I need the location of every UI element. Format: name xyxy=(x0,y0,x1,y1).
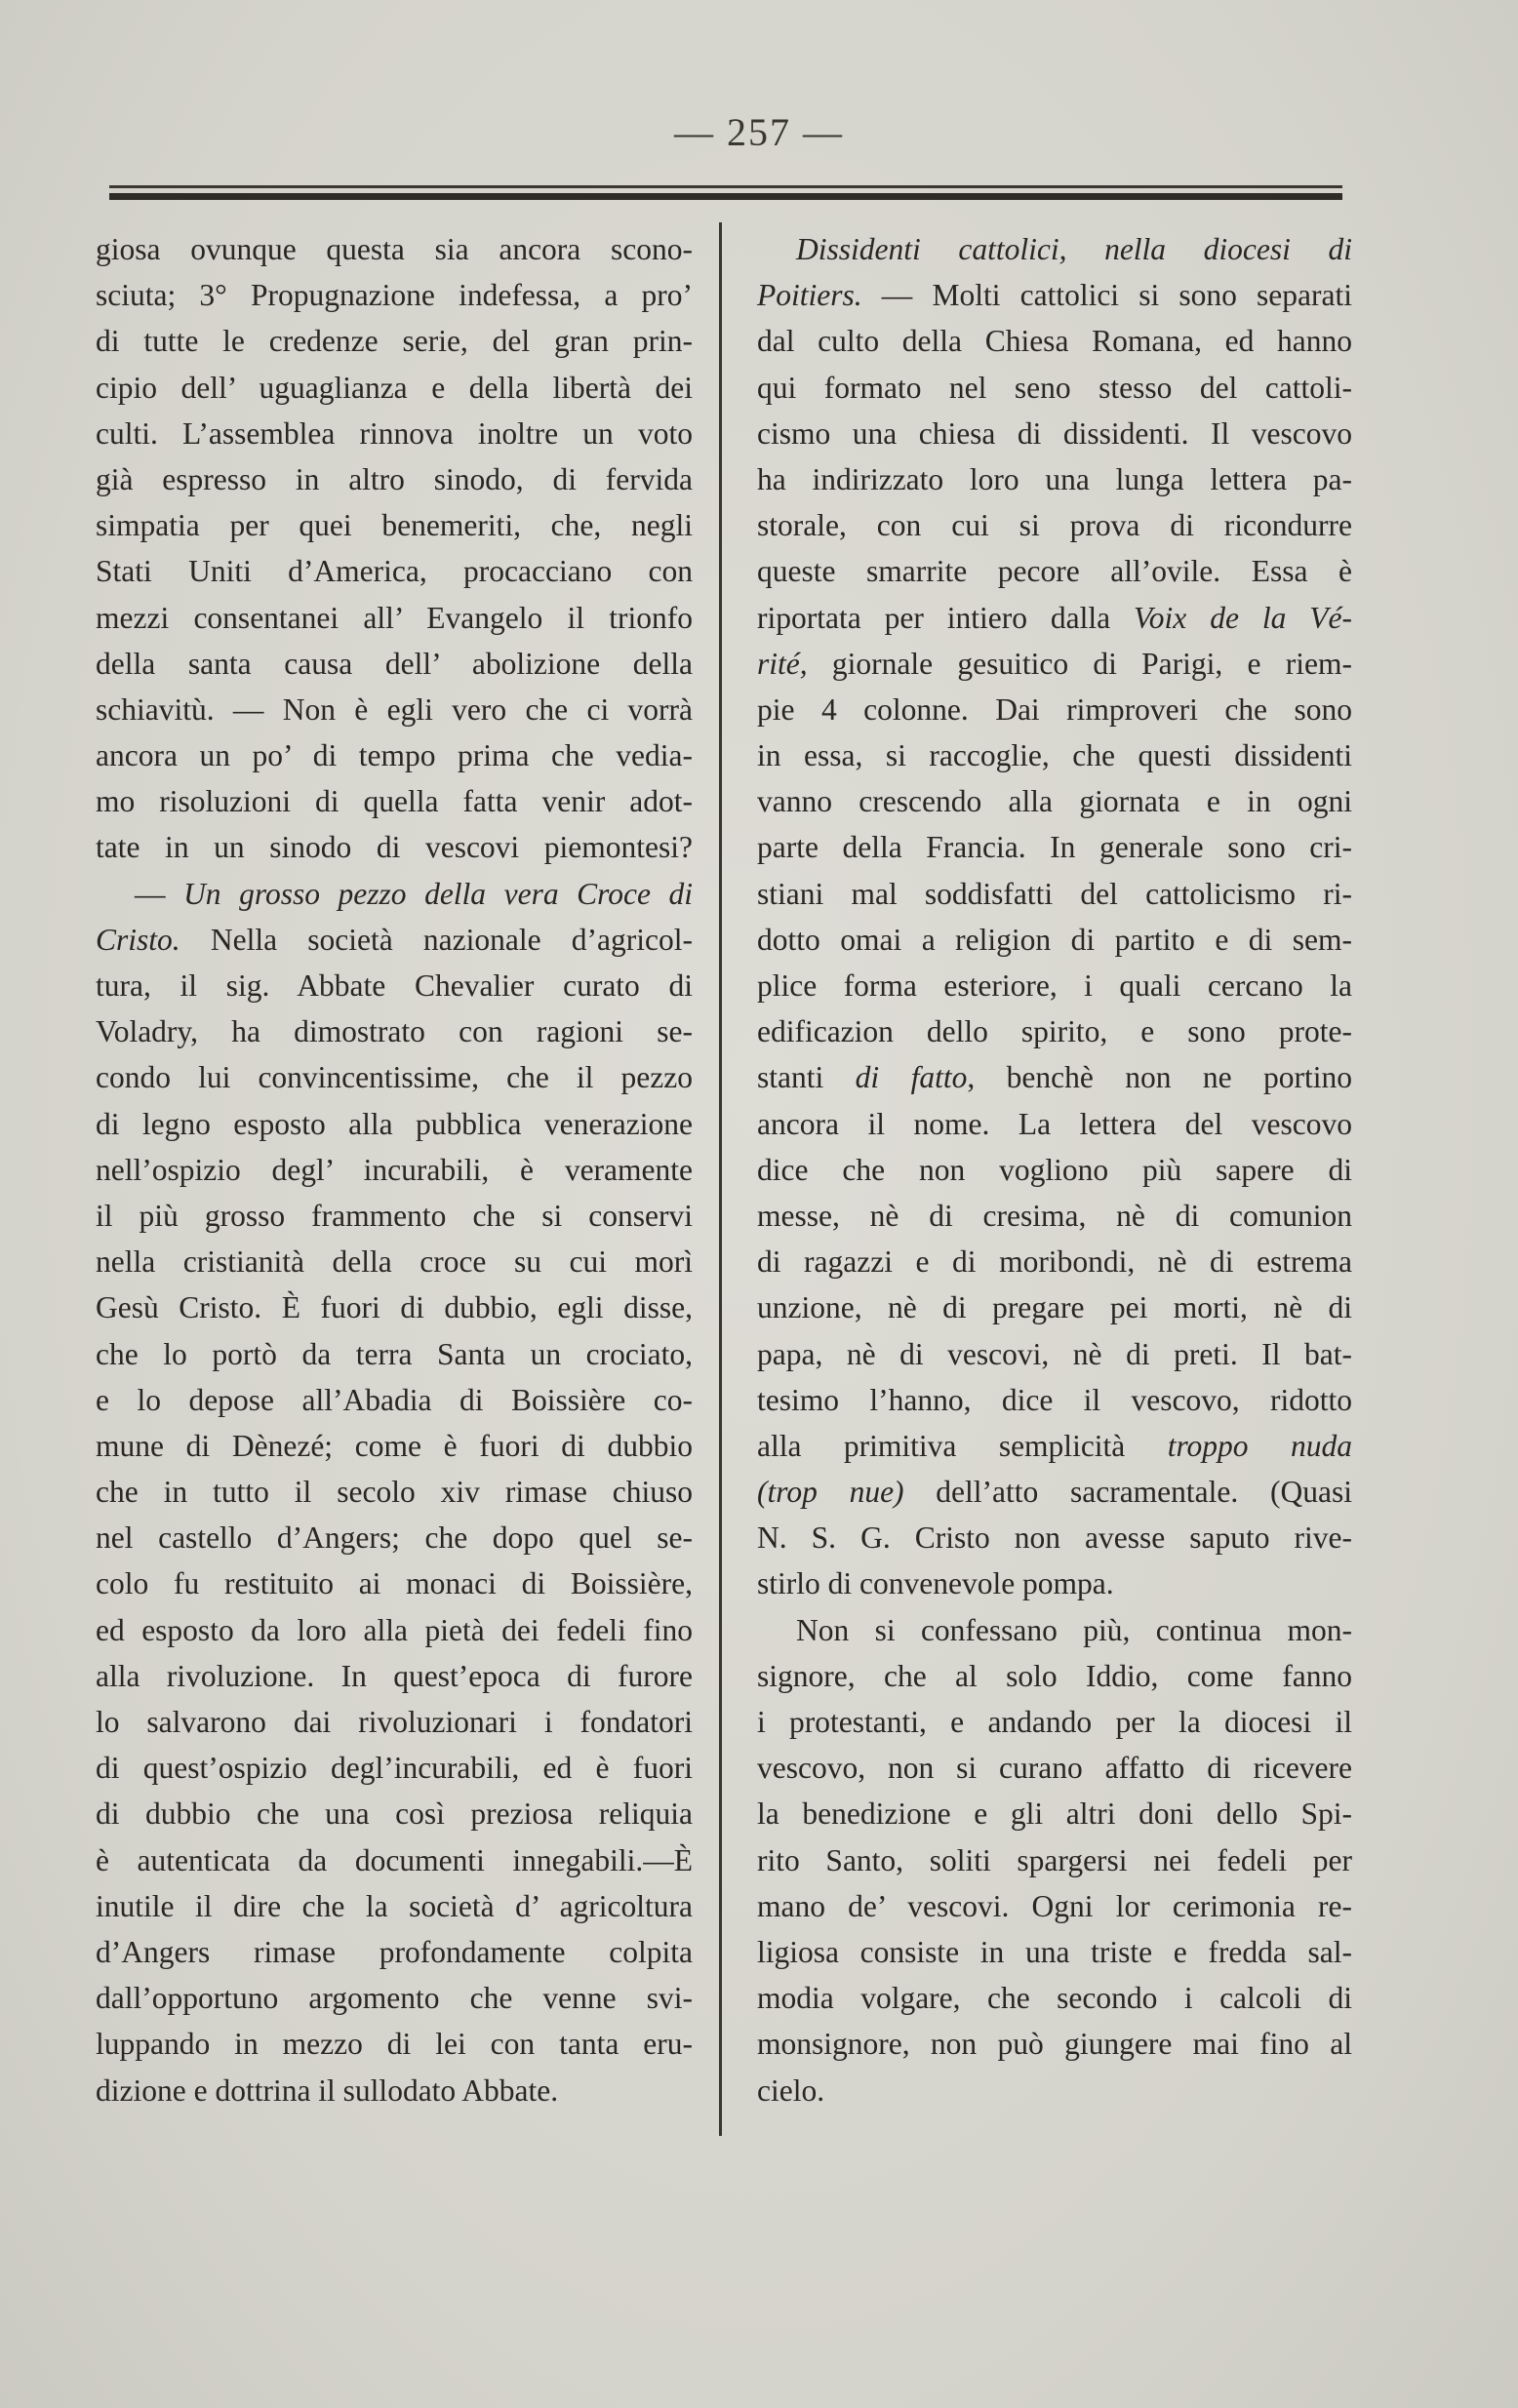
text-line xyxy=(96,1883,693,1929)
text-line xyxy=(757,502,1352,548)
text-line xyxy=(757,1975,1352,2021)
text-line xyxy=(96,917,693,963)
text-line xyxy=(757,1054,1352,1100)
left-column xyxy=(96,226,693,2113)
text-line xyxy=(96,456,693,502)
italic-text: Cristo. xyxy=(96,922,180,957)
text-run: simpatia per quei benemeriti, che, negli xyxy=(96,508,693,543)
text-line xyxy=(757,548,1352,594)
text-line xyxy=(96,871,693,917)
text-run: ancora il nome. La lettera del vescovo xyxy=(757,1106,1352,1141)
page-number: — 257 — xyxy=(674,110,844,154)
text-line xyxy=(96,1377,693,1423)
text-run: ancora un po’ di tempo prima che vedia- xyxy=(96,738,693,773)
text-run: papa, nè di vescovi, nè di preti. Il bat- xyxy=(757,1336,1352,1371)
text-line xyxy=(96,778,693,824)
text-line xyxy=(757,641,1352,687)
text-run: tate in un sinodo di vescovi piemontesi? xyxy=(96,830,693,865)
text-line xyxy=(757,2021,1352,2067)
text-line xyxy=(757,1883,1352,1929)
text-line xyxy=(757,365,1352,411)
text-run: , benchè non ne portino xyxy=(967,1060,1352,1095)
text-run: pie 4 colonne. Dai rimproveri che sono xyxy=(757,691,1352,727)
text-run: ligiosa consiste in una triste e fredda sal- xyxy=(757,1934,1352,1969)
text-line xyxy=(96,1331,693,1377)
text-run: plice forma esteriore, i quali cercano la xyxy=(757,968,1352,1003)
text-run: queste smarrite pecore all’ovile. Essa è xyxy=(757,554,1352,589)
text-line xyxy=(757,1929,1352,1975)
text-line xyxy=(96,1929,693,1975)
text-line xyxy=(757,1560,1352,1606)
text-run: d’Angers rimase profondamente colpita xyxy=(96,1934,693,1969)
text-run: i protestanti, e andando per la diocesi il xyxy=(757,1705,1352,1739)
text-line xyxy=(96,1008,693,1054)
text-run: cielo. xyxy=(757,2072,825,2108)
text-line xyxy=(96,226,693,272)
text-line xyxy=(757,2068,1352,2113)
text-line xyxy=(757,1745,1352,1791)
text-line xyxy=(757,917,1352,963)
italic-text: Poitiers. xyxy=(757,278,862,313)
text-run: culti. L’assemblea rinnova inoltre un voto xyxy=(96,415,693,451)
text-run: dal culto della Chiesa Romana, ed hanno xyxy=(757,324,1352,359)
text-run: e lo depose all’Abadia di Boissière co- xyxy=(96,1382,693,1417)
text-line xyxy=(757,1377,1352,1423)
text-line xyxy=(96,1560,693,1606)
text-line xyxy=(757,732,1352,778)
italic-text: troppo nuda xyxy=(1167,1428,1352,1463)
text-line xyxy=(96,411,693,456)
text-line xyxy=(96,318,693,364)
text-run: condo lui convincentissime, che il pezzo xyxy=(96,1060,693,1095)
text-line xyxy=(96,1101,693,1147)
text-run: inutile il dire che la società d’ agricoltura xyxy=(96,1888,693,1923)
text-line xyxy=(96,2068,693,2113)
text-line xyxy=(96,1054,693,1100)
text-run: mezzi consentanei all’ Evangelo il trionfo xyxy=(96,600,693,635)
text-line xyxy=(96,641,693,687)
text-line xyxy=(96,272,693,318)
text-line xyxy=(96,1147,693,1193)
text-run: stiani mal soddisfatti del cattolicismo ri- xyxy=(757,876,1352,911)
column-divider xyxy=(719,222,722,2136)
text-line xyxy=(96,1745,693,1791)
text-line xyxy=(96,963,693,1008)
text-run: ed esposto da loro alla pietà dei fedeli fino xyxy=(96,1612,693,1647)
text-run: parte della Francia. In generale sono cri- xyxy=(757,830,1352,865)
text-run: cipio dell’ uguaglianza e della libertà dei xyxy=(96,370,693,405)
text-run: Non si confessano più, continua mon- xyxy=(796,1612,1352,1647)
text-line xyxy=(757,1699,1352,1745)
text-line xyxy=(757,272,1352,318)
text-run: luppando in mezzo di lei con tanta eru- xyxy=(96,2027,693,2062)
text-line xyxy=(757,226,1352,272)
italic-text: Un grosso pezzo della vera Croce di xyxy=(183,876,694,911)
text-run: che lo portò da terra Santa un crociato, xyxy=(96,1336,693,1371)
text-run: che in tutto il secolo xiv rimase chiuso xyxy=(96,1475,693,1510)
text-run: rito Santo, soliti spargersi nei fedeli per xyxy=(757,1842,1352,1877)
text-run: di ragazzi e di moribondi, nè di estrema xyxy=(757,1244,1352,1280)
text-line xyxy=(757,1239,1352,1284)
text-run: alla rivoluzione. In quest’epoca di furore xyxy=(96,1658,693,1693)
text-line xyxy=(96,1837,693,1883)
italic-text: Voix de la Vé- xyxy=(1134,600,1352,635)
text-run: nella cristianità della croce su cui morì xyxy=(96,1244,693,1280)
text-line xyxy=(757,871,1352,917)
text-line xyxy=(757,1193,1352,1239)
text-run: riportata per intiero dalla xyxy=(757,600,1135,635)
italic-text: Dissidenti cattolici, nella diocesi di xyxy=(796,232,1352,266)
text-run: — Molti cattolici si sono separati xyxy=(861,278,1352,313)
text-run: nell’ospizio degl’ incurabili, è veramente xyxy=(96,1152,693,1187)
text-run: stirlo di convenevole pompa. xyxy=(757,1566,1114,1601)
text-run: vanno crescendo alla giornata e in ogni xyxy=(757,784,1352,819)
text-run: unzione, nè di pregare pei morti, nè di xyxy=(757,1290,1352,1325)
text-line xyxy=(757,963,1352,1008)
text-run: Gesù Cristo. È fuori di dubbio, egli disse, xyxy=(96,1290,693,1325)
text-run: dice che non vogliono più sapere di xyxy=(757,1152,1352,1187)
text-line xyxy=(757,456,1352,502)
italic-text: (trop nue) xyxy=(757,1475,904,1510)
text-run: vescovo, non si curano affatto di ricevere xyxy=(757,1751,1352,1786)
italic-text: di fatto xyxy=(855,1060,968,1095)
text-line xyxy=(96,502,693,548)
text-line xyxy=(757,1331,1352,1377)
text-line xyxy=(96,1791,693,1836)
text-line xyxy=(757,1515,1352,1560)
text-line xyxy=(757,595,1352,641)
text-line xyxy=(757,778,1352,824)
text-run: della santa causa dell’ abolizione della xyxy=(96,646,693,681)
text-run: colo fu restituito ai monaci di Boissière, xyxy=(96,1566,693,1601)
text-run: signore, che al solo Iddio, come fanno xyxy=(757,1658,1352,1693)
text-run: Stati Uniti d’America, procacciano con xyxy=(96,554,693,589)
text-line xyxy=(96,548,693,594)
text-line xyxy=(96,1515,693,1560)
text-run: edificazion dello spirito, e sono prote- xyxy=(757,1014,1352,1049)
text-line xyxy=(757,1008,1352,1054)
text-line xyxy=(757,318,1352,364)
text-line xyxy=(96,1699,693,1745)
text-run: è autenticata da documenti innegabili.—È xyxy=(96,1842,693,1877)
text-run: cismo una chiesa di dissidenti. Il vescovo xyxy=(757,415,1352,451)
text-line xyxy=(96,1284,693,1330)
text-run: dell’atto sacramentale. (Quasi xyxy=(903,1475,1352,1510)
text-run: qui formato nel seno stesso del cattoli- xyxy=(757,370,1352,405)
text-run: sciuta; 3° Propugnazione indefessa, a pro’ xyxy=(96,278,693,313)
text-run: messe, nè di cresima, nè di comunion xyxy=(757,1198,1352,1233)
text-run: dizione e dottrina il sullodato Abbate. xyxy=(96,2072,559,2108)
italic-text: rité, xyxy=(757,646,808,681)
text-run: N. S. G. Cristo non avesse saputo rive- xyxy=(757,1520,1352,1556)
text-line xyxy=(96,1423,693,1469)
text-run: di dubbio che una così preziosa reliquia xyxy=(96,1796,693,1832)
text-run: di tutte le credenze serie, del gran prin- xyxy=(96,324,693,359)
text-line xyxy=(757,1837,1352,1883)
text-line xyxy=(96,824,693,870)
text-run: Nella società nazionale d’agricol- xyxy=(180,922,693,957)
text-run: tesimo l’hanno, dice il vescovo, ridotto xyxy=(757,1382,1352,1417)
text-line xyxy=(757,824,1352,870)
text-run: di legno esposto alla pubblica venerazione xyxy=(96,1106,693,1141)
text-run: in essa, si raccoglie, che questi dissidenti xyxy=(757,738,1352,773)
text-run: giornale gesuitico di Parigi, e riem- xyxy=(807,646,1352,681)
text-line xyxy=(96,1239,693,1284)
text-run: di quest’ospizio degl’incurabili, ed è fuori xyxy=(96,1751,693,1786)
text-run: il più grosso frammento che si conservi xyxy=(96,1198,693,1233)
text-line xyxy=(96,1193,693,1239)
text-run: dotto omai a religion di partito e di sem- xyxy=(757,922,1352,957)
text-run: dall’opportuno argomento che venne svi- xyxy=(96,1981,693,2016)
text-run: la benedizione e gli altri doni dello Spi- xyxy=(757,1796,1352,1832)
text-line xyxy=(757,687,1352,732)
text-line xyxy=(96,1975,693,2021)
text-line xyxy=(96,595,693,641)
text-line xyxy=(96,1469,693,1515)
text-run: tura, il sig. Abbate Chevalier curato di xyxy=(96,968,693,1003)
text-line xyxy=(96,687,693,732)
text-line xyxy=(757,411,1352,456)
text-run: — xyxy=(135,876,184,911)
text-line xyxy=(96,732,693,778)
text-line xyxy=(96,1607,693,1653)
text-run: Voladry, ha dimostrato con ragioni se- xyxy=(96,1014,693,1049)
text-line xyxy=(757,1469,1352,1515)
text-run: mune di Dènezé; come è fuori di dubbio xyxy=(96,1428,693,1463)
text-line xyxy=(757,1101,1352,1147)
text-run: modia volgare, che secondo i calcoli di xyxy=(757,1981,1352,2016)
text-run: nel castello d’Angers; che dopo quel se- xyxy=(96,1520,693,1556)
text-run: schiavitù. — Non è egli vero che ci vorrà xyxy=(96,691,693,727)
text-line xyxy=(757,1607,1352,1653)
text-line xyxy=(96,1653,693,1699)
text-line xyxy=(96,2021,693,2067)
text-run: alla primitiva semplicità xyxy=(757,1428,1168,1463)
text-run: ha indirizzato loro una lunga lettera pa- xyxy=(757,461,1352,496)
right-column xyxy=(757,226,1352,2113)
text-run: stanti xyxy=(757,1060,856,1095)
text-line xyxy=(757,1791,1352,1836)
header-rule-thick xyxy=(109,193,1342,200)
header-rule-thin xyxy=(109,185,1342,188)
text-run: mo risoluzioni di quella fatta venir adot- xyxy=(96,784,693,819)
text-line xyxy=(757,1147,1352,1193)
text-run: storale, con cui si prova di ricondurre xyxy=(757,508,1352,543)
text-run: giosa ovunque questa sia ancora scono- xyxy=(96,232,693,266)
text-run: lo salvarono dai rivoluzionari i fondatori xyxy=(96,1705,693,1739)
text-line xyxy=(757,1284,1352,1330)
text-run: monsignore, non può giungere mai fino al xyxy=(757,2027,1352,2062)
text-line xyxy=(96,365,693,411)
text-run: già espresso in altro sinodo, di fervida xyxy=(96,461,693,496)
text-line xyxy=(757,1423,1352,1469)
text-line xyxy=(757,1653,1352,1699)
text-run: mano de’ vescovi. Ogni lor cerimonia re- xyxy=(757,1888,1352,1923)
